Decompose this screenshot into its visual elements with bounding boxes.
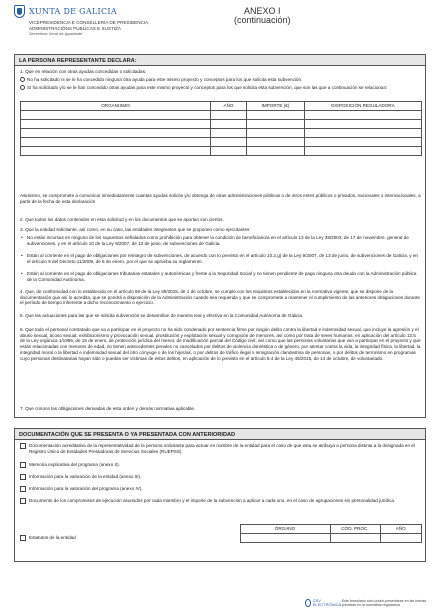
department-line-1: VICEPRESIDENCIA E CONSELLERÍA DE PRESIDENCIA, [29,20,150,25]
crest-icon [14,5,25,18]
declaration-bullet-2 [21,253,422,264]
declaration-title: LA PERSONA REPRESENTANTE DECLARA: [15,55,425,66]
verification-label: CSV ELECTRÓNICA [312,598,342,608]
doc-item-entity-info[interactable] [20,474,422,480]
aid-table-cell[interactable] [305,138,422,147]
declaration-bullet-1-text: No están incursas en ninguno de los supuestos señalados como prohibición para obtener la condición de beneficiario/a en el artículo 13 de la Ley 38/2003, de 17 de noviembre, general de subvenciones, y en el artículo 10 de la Ley 9/2007, de 13 de junio, de subvenciones de Galicia. [27,235,409,246]
aid-table-cell[interactable] [21,147,211,156]
bullet-icon: • [21,271,23,276]
aid-table-cell[interactable] [21,120,211,129]
brand-name: XUNTA DE GALICIA [29,6,117,16]
aid-table-cell[interactable] [21,138,211,147]
aid-table-cell[interactable] [305,147,422,156]
bullet-icon: • [21,235,23,240]
doc-item-program-info-label: Información para la valoración del programa (anexo IV). [29,486,143,491]
declaration-item-1: 1. Que en relación con otras ayudas concedidas o solicitadas: [20,69,147,74]
bullet-icon: • [21,253,23,258]
statutes-table [20,524,422,543]
declaration-bullet-2-text: Están al corriente en el pago de obligaciones por reintegro de subvenciones, de acuerdo con lo previsto en el artículo 10.2.g) de la Ley 9/2007, de 13 de junio, de subvenciones de Galicia, y en el artículo 9 del Decreto 11/2009, de 8 de enero, por el que se aprueba su reglamento. [27,253,418,264]
aid-table-row[interactable] [21,129,422,138]
doc-item-entity-info-label: Información para la valoración de la entidad (anexo III). [29,474,142,479]
aid-table-cell[interactable] [211,138,247,147]
radio-option-no-aid-label: No ha solicitado ni se le ha concedido ninguna otra ayuda para este mismo proyecto y conceptos para los que solicita esta subvención. [27,77,303,82]
aid-table-cell[interactable] [21,111,211,120]
page-header [14,5,426,43]
statutes-table-header-cell: ÓRGANO [240,525,330,534]
statutes-table-row[interactable] [20,534,422,543]
doc-item-statutes-label: Estatutos de la entidad [29,535,76,541]
aid-table-cell[interactable] [211,129,247,138]
declaration-bullet-1 [21,235,422,246]
doc-item-representation[interactable] [20,443,422,454]
logo [14,5,117,18]
radio-option-other-aid-label: Sí ha solicitado y/o se le han concedido otras ayudas para este mismo proyecto y conceptos para los que solicita esta subvención, que son las que a continuación se relacionan: [27,85,388,90]
declaration-bullet-3 [21,271,422,282]
commitment-text: Asimismo, se compromete a comunicar inmediatamente cuantas ayudas solicite y/u obtenga de otras administraciones públicas o de otros entes públicos o privados, nacionales o internacionales, a partir de la fecha de esta declaración [20,193,421,204]
radio-button-icon[interactable] [20,85,25,90]
checkbox-icon[interactable] [20,535,26,541]
doc-item-memory-label: Memoria explicativa del programa (anexo II). [29,462,120,467]
declaration-item-5: 5. Que las actuaciones para las que se solicita subvención se desarrollan de manera real y efectiva en la Comunidad Autónoma de Galicia. [20,313,304,318]
statutes-table-header [20,525,422,534]
aid-table-cell[interactable] [305,120,422,129]
statutes-proc-cell[interactable] [330,534,380,543]
aid-table-header-cell: ORGANISMO [21,102,211,111]
declaration-item-4: 4. Que, de conformidad con lo establecido en el artículo 69 de la Ley 39/2015, de 1 de octubre, se cumple con los requisitos establecidos en la normativa vigente, que se dispone de la documentación que así lo acredita, que se pondrá a disposición de la Administración cuando sea requerida y que se compromete a mantener el cumplimiento de las anteriores obligaciones durante el período de tiempo inherente a dicho reconocimiento o ejercicio. [20,289,420,306]
aid-table-header-cell: IMPORTE (€) [247,102,305,111]
aid-table-cell[interactable] [21,129,211,138]
declaration-item-3: 3. Que la entidad solicitante, así como, en su caso, las entidades integrantes que se proponen como ejecutantes: [20,227,251,232]
verification-seal-icon [305,599,311,607]
statutes-year-cell[interactable] [380,534,422,543]
radio-option-other-aid[interactable] [20,85,420,91]
declaration-item-2: 2. Que todos los datos contenidos en esta solicitud y en los documentos que se aportan son ciertos. [20,217,224,222]
checkbox-icon[interactable] [20,498,26,504]
department-block [29,20,150,36]
documentation-section [14,428,426,562]
radio-option-no-aid[interactable] [20,77,420,83]
statutes-table-header-cell: AÑO [380,525,422,534]
declaration-section [14,54,426,418]
annex-title [234,7,291,26]
aid-table-cell[interactable] [247,147,305,156]
declaration-bullet-3-text: Están al corriente en el pago de obligaciones tributarias estatales y autonómicas y frente a la Seguridad Social y no tienen pendiente de pago ninguna otra deuda con la Administración pública de la Comunidad Autónoma. [27,271,417,282]
statutes-table-header-cell: CÓD. PROC. [330,525,380,534]
documentation-title: DOCUMENTACIÓN QUE SE PRESENTA O YA PRESENTADA CON ANTERIORIDAD [15,429,425,440]
aid-table-cell[interactable] [247,120,305,129]
statutes-organ-cell[interactable] [240,534,330,543]
aid-table-row[interactable] [21,120,422,129]
annex-subtitle: (continuación) [234,15,291,26]
footer-note: Este formulario solo podrá presentarse en las formas previstas en la normativa reguladora [341,599,427,608]
doc-item-memory[interactable] [20,462,422,468]
statutes-table-blank [20,525,240,534]
checkbox-icon[interactable] [20,474,26,480]
doc-item-representation-label: Documentación acreditativa de la representatividad de la persona solicitante para actuar en nombre de la entidad para el caso de que esta se atribuya a persona distinta a la designada en el Registro Único de Entidades Prestadoras de Servicios Sociales (RUEPSS). [29,443,415,454]
doc-item-program-info[interactable] [20,486,422,492]
doc-item-commitments[interactable] [20,498,422,504]
aid-table-cell[interactable] [305,111,422,120]
doc-item-commitments-label: Documento de los compromisos de ejecución asumidos por cada miembro y el importe de la subvención a aplicar a cada uno, en el caso de agrupaciones sin personalidad jurídica. [29,498,396,503]
declaration-item-6: 6. Que todo el personal contratado que va a participar en el proyecto no ha sido condenado por sentencia firme por ningún delito contra la libertad e indemnidad sexual, que incluye la agresión y el abuso sexual, acoso sexual, exhibicionismo y provocación sexual, prostitución y explotación sexual y corrupción de menores, así como por trata de seres humanos, en aplicación del artículo 13.5 de la Ley orgánica 1/1996, de 15 de enero, de protección jurídica del menor, de modificación parcial del Código civil, así como que las personas voluntarias que van a participar en el proyecto y que están relacionadas con menores de edad, no tienen antecedentes penales no cancelados por delitos de violencia doméstica o de género, por atentar contra la vida, la integridad física, la libertad, la integridad moral o la libertad e indemnidad sexual del otro cónyuge o de los hijos/as, o por delitos de tráfico ilegal o inmigración clandestina de personas, o por delitos de terrorismo en programas cuyo personas destinatarias hayan sido o puedan ser víctimas de estos delitos, en aplicación de lo previsto en el artículo 8.4 de la Ley 45/2015, de 14 de octubre, de voluntariado. [20,327,421,361]
aid-table-cell[interactable] [305,129,422,138]
radio-button-icon[interactable] [20,77,25,82]
aid-table-cell[interactable] [211,111,247,120]
aid-table-cell[interactable] [211,120,247,129]
aid-table [20,101,422,156]
aid-table-row[interactable] [21,147,422,156]
aid-table-cell[interactable] [211,147,247,156]
checkbox-icon[interactable] [20,486,26,492]
aid-table-row[interactable] [21,111,422,120]
checkbox-icon[interactable] [20,462,26,468]
aid-table-cell[interactable] [247,111,305,120]
department-line-2: ADMINISTRACIÓNS PÚBLICAS E XUSTIZA [29,25,121,31]
page-footer [305,599,430,608]
annex-title-text: ANEXO I [244,6,281,16]
checkbox-icon[interactable] [20,443,26,449]
aid-table-cell[interactable] [247,138,305,147]
aid-table-cell[interactable] [247,129,305,138]
department-line-3: Secretaría Xeral da Igualdade [29,31,83,37]
aid-table-header [21,102,422,111]
doc-item-statutes[interactable] [20,534,240,543]
declaration-item-7: 7. Que conoce las obligaciones derivadas de esta orden y demás normativa aplicable. [20,406,196,411]
aid-table-header-cell: DISPOSICIÓN REGULADORA [305,102,422,111]
aid-table-row[interactable] [21,138,422,147]
aid-table-header-cell: AÑO [211,102,247,111]
